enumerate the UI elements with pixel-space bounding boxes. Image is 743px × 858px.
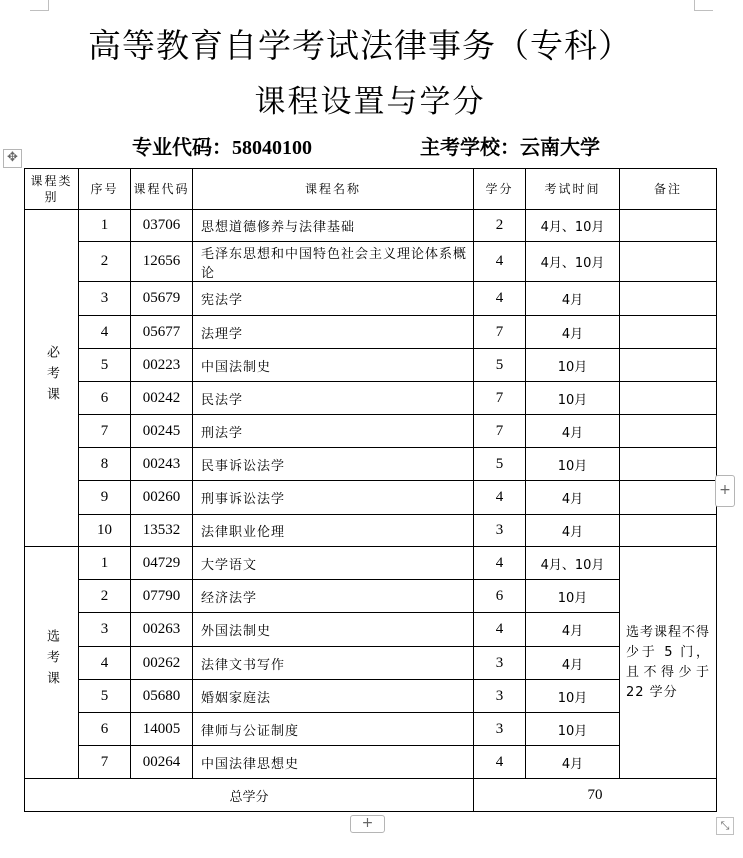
elective-remark: 选考课程不得少于 5 门，且不得少于 22 学分 — [620, 547, 717, 779]
course-exam-time: 4月 — [526, 613, 620, 647]
course-name: 宪法学 — [193, 282, 474, 316]
course-code: 00223 — [131, 349, 193, 382]
course-index: 7 — [79, 746, 131, 779]
course-index: 2 — [79, 580, 131, 613]
course-credits: 7 — [474, 316, 526, 349]
header-exam-time: 考试时间 — [526, 169, 620, 210]
course-index: 4 — [79, 647, 131, 680]
course-credits: 3 — [474, 515, 526, 547]
table-row — [25, 316, 717, 349]
table-header-row — [25, 169, 717, 210]
course-credits: 4 — [474, 547, 526, 580]
course-index: 9 — [79, 481, 131, 515]
course-remark — [620, 282, 717, 316]
margin-corner-left — [30, 0, 49, 11]
course-remark — [620, 481, 717, 515]
course-name: 中国法律思想史 — [193, 746, 474, 779]
course-exam-time: 4月 — [526, 515, 620, 547]
table-row — [25, 580, 717, 613]
course-code: 12656 — [131, 242, 193, 282]
course-name: 刑法学 — [193, 415, 474, 448]
table-row — [25, 242, 717, 282]
course-name: 法律职业伦理 — [193, 515, 474, 547]
course-remark — [620, 382, 717, 415]
major-code-label: 专业代码： — [132, 135, 232, 159]
course-exam-time: 4月 — [526, 316, 620, 349]
course-credits: 4 — [474, 481, 526, 515]
course-name: 中国法制史 — [193, 349, 474, 382]
course-index: 5 — [79, 680, 131, 713]
course-code: 00245 — [131, 415, 193, 448]
course-remark — [620, 515, 717, 547]
school-label: 主考学校： — [420, 135, 520, 159]
total-credits-value: 70 — [474, 779, 717, 812]
course-index: 3 — [79, 282, 131, 316]
course-credits: 2 — [474, 210, 526, 242]
course-exam-time: 10月 — [526, 580, 620, 613]
course-index: 3 — [79, 613, 131, 647]
course-name: 刑事诉讼法学 — [193, 481, 474, 515]
course-credits: 7 — [474, 382, 526, 415]
course-index: 1 — [79, 210, 131, 242]
course-index: 7 — [79, 415, 131, 448]
course-code: 00260 — [131, 481, 193, 515]
course-remark — [620, 415, 717, 448]
course-code: 05677 — [131, 316, 193, 349]
course-code: 07790 — [131, 580, 193, 613]
table-row — [25, 613, 717, 647]
required-category-label: 必考课 — [44, 344, 59, 408]
course-exam-time: 4月、10月 — [526, 210, 620, 242]
course-index: 10 — [79, 515, 131, 547]
course-exam-time: 10月 — [526, 713, 620, 746]
course-exam-time: 10月 — [526, 382, 620, 415]
header-remarks: 备注 — [620, 169, 717, 210]
course-credits: 5 — [474, 349, 526, 382]
course-name: 大学语文 — [193, 547, 474, 580]
header-category: 课程类别 — [25, 169, 79, 210]
course-credits: 5 — [474, 448, 526, 481]
header-name: 课程名称 — [193, 169, 474, 210]
required-category-cell — [25, 210, 79, 547]
school-name: 云南大学 — [520, 135, 600, 159]
course-code: 05679 — [131, 282, 193, 316]
margin-corner-right — [694, 0, 713, 11]
course-remark — [620, 448, 717, 481]
course-index: 8 — [79, 448, 131, 481]
document-subtitle: 课程设置与学分 — [254, 84, 486, 120]
course-index: 5 — [79, 349, 131, 382]
course-name: 律师与公证制度 — [193, 713, 474, 746]
course-code: 00262 — [131, 647, 193, 680]
major-code-line — [132, 131, 312, 160]
course-code: 05680 — [131, 680, 193, 713]
table-row — [25, 415, 717, 448]
course-name: 民事诉讼法学 — [193, 448, 474, 481]
course-table — [24, 168, 717, 812]
course-name: 民法学 — [193, 382, 474, 415]
elective-category-label: 选考课 — [44, 629, 59, 692]
course-code: 04729 — [131, 547, 193, 580]
total-row — [25, 779, 717, 812]
add-row-button[interactable]: + — [350, 815, 385, 833]
course-credits: 4 — [474, 746, 526, 779]
course-name: 婚姻家庭法 — [193, 680, 474, 713]
course-name: 外国法制史 — [193, 613, 474, 647]
course-exam-time: 4月 — [526, 415, 620, 448]
add-column-button[interactable]: + — [715, 475, 735, 507]
table-row — [25, 746, 717, 779]
table-row — [25, 647, 717, 680]
table-row — [25, 680, 717, 713]
course-credits: 4 — [474, 613, 526, 647]
course-code: 00243 — [131, 448, 193, 481]
course-credits: 4 — [474, 242, 526, 282]
course-exam-time: 10月 — [526, 448, 620, 481]
table-row — [25, 282, 717, 316]
header-index: 序号 — [79, 169, 131, 210]
elective-category-cell — [25, 547, 79, 779]
table-row — [25, 382, 717, 415]
course-exam-time: 4月、10月 — [526, 547, 620, 580]
table-move-handle-icon[interactable]: ✥ — [3, 149, 22, 168]
table-row — [25, 547, 717, 580]
course-name: 法律文书写作 — [193, 647, 474, 680]
document-title: 高等教育自学考试法律事务（专科） — [88, 26, 632, 65]
course-credits: 3 — [474, 713, 526, 746]
course-code: 03706 — [131, 210, 193, 242]
course-code: 00263 — [131, 613, 193, 647]
course-remark — [620, 242, 717, 282]
course-code: 00264 — [131, 746, 193, 779]
table-row — [25, 713, 717, 746]
major-code-value: 58040100 — [232, 137, 312, 159]
course-exam-time: 10月 — [526, 349, 620, 382]
course-code: 13532 — [131, 515, 193, 547]
table-row — [25, 448, 717, 481]
table-resize-handle-icon[interactable]: ⤡ — [716, 817, 734, 835]
table-row — [25, 481, 717, 515]
course-remark — [620, 349, 717, 382]
course-name: 毛泽东思想和中国特色社会主义理论体系概论 — [193, 242, 474, 282]
course-credits: 7 — [474, 415, 526, 448]
course-credits: 3 — [474, 647, 526, 680]
course-name: 法理学 — [193, 316, 474, 349]
header-code: 课程代码 — [131, 169, 193, 210]
course-index: 6 — [79, 382, 131, 415]
course-exam-time: 4月 — [526, 481, 620, 515]
course-index: 2 — [79, 242, 131, 282]
course-index: 6 — [79, 713, 131, 746]
table-row — [25, 210, 717, 242]
course-credits: 4 — [474, 282, 526, 316]
header-credits: 学分 — [474, 169, 526, 210]
course-index: 1 — [79, 547, 131, 580]
school-line — [420, 131, 600, 160]
table-row — [25, 349, 717, 382]
course-name: 经济法学 — [193, 580, 474, 613]
course-index: 4 — [79, 316, 131, 349]
course-credits: 3 — [474, 680, 526, 713]
table-row — [25, 515, 717, 547]
course-name: 思想道德修养与法律基础 — [193, 210, 474, 242]
course-code: 14005 — [131, 713, 193, 746]
course-code: 00242 — [131, 382, 193, 415]
course-exam-time: 10月 — [526, 680, 620, 713]
course-exam-time: 4月、10月 — [526, 242, 620, 282]
total-credits-label: 总学分 — [25, 779, 474, 812]
course-remark — [620, 210, 717, 242]
course-credits: 6 — [474, 580, 526, 613]
course-exam-time: 4月 — [526, 746, 620, 779]
course-exam-time: 4月 — [526, 647, 620, 680]
course-remark — [620, 316, 717, 349]
course-exam-time: 4月 — [526, 282, 620, 316]
